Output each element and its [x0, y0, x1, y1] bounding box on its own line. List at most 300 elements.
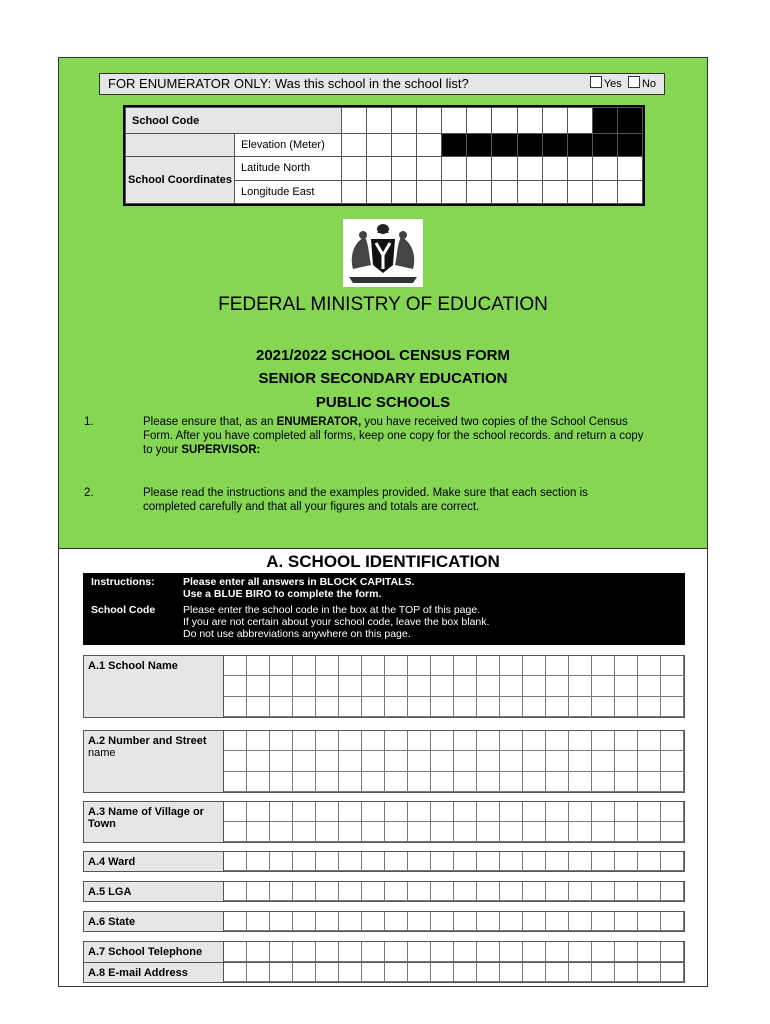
character-box[interactable]: [454, 912, 477, 931]
character-box[interactable]: [247, 802, 270, 822]
character-box[interactable]: [661, 963, 684, 982]
character-box[interactable]: [362, 852, 385, 871]
character-box[interactable]: [316, 912, 339, 931]
character-box[interactable]: [638, 676, 661, 696]
character-box[interactable]: [247, 942, 270, 962]
character-box[interactable]: [293, 772, 316, 792]
character-box[interactable]: [293, 656, 316, 676]
character-box[interactable]: [615, 697, 638, 717]
character-box[interactable]: [638, 772, 661, 792]
coord-cell[interactable]: [617, 157, 642, 180]
code-cell[interactable]: [567, 108, 592, 134]
character-box[interactable]: [316, 676, 339, 696]
character-box[interactable]: [247, 912, 270, 931]
character-box[interactable]: [615, 802, 638, 822]
character-box[interactable]: [523, 772, 546, 792]
character-box[interactable]: [477, 802, 500, 822]
character-box[interactable]: [500, 882, 523, 901]
character-box[interactable]: [270, 882, 293, 901]
character-box[interactable]: [569, 751, 592, 771]
coord-cell[interactable]: [592, 180, 617, 203]
character-box[interactable]: [224, 912, 247, 931]
character-box[interactable]: [270, 731, 293, 751]
character-box[interactable]: [638, 912, 661, 931]
character-box[interactable]: [270, 751, 293, 771]
character-box[interactable]: [569, 731, 592, 751]
character-box[interactable]: [270, 802, 293, 822]
character-box[interactable]: [385, 942, 408, 962]
character-box[interactable]: [431, 772, 454, 792]
character-box[interactable]: [247, 822, 270, 842]
character-box[interactable]: [224, 822, 247, 842]
character-box[interactable]: [385, 676, 408, 696]
character-box[interactable]: [500, 822, 523, 842]
character-box[interactable]: [638, 751, 661, 771]
coord-cell[interactable]: [517, 157, 542, 180]
character-box[interactable]: [569, 697, 592, 717]
character-box[interactable]: [408, 882, 431, 901]
character-box[interactable]: [454, 942, 477, 962]
character-box[interactable]: [362, 822, 385, 842]
character-box[interactable]: [661, 731, 684, 751]
character-box[interactable]: [339, 942, 362, 962]
character-box[interactable]: [408, 751, 431, 771]
character-box[interactable]: [431, 676, 454, 696]
character-box[interactable]: [270, 852, 293, 871]
character-box[interactable]: [546, 963, 569, 982]
character-box[interactable]: [408, 912, 431, 931]
character-box[interactable]: [408, 731, 431, 751]
character-box[interactable]: [270, 942, 293, 962]
code-cell[interactable]: [442, 108, 467, 134]
character-box[interactable]: [477, 882, 500, 901]
character-box[interactable]: [546, 852, 569, 871]
character-box[interactable]: [293, 751, 316, 771]
character-box[interactable]: [615, 772, 638, 792]
character-box[interactable]: [362, 963, 385, 982]
character-box[interactable]: [316, 751, 339, 771]
character-box[interactable]: [385, 882, 408, 901]
character-box[interactable]: [477, 963, 500, 982]
character-box[interactable]: [385, 656, 408, 676]
character-box[interactable]: [293, 852, 316, 871]
character-box[interactable]: [431, 802, 454, 822]
character-box[interactable]: [477, 942, 500, 962]
character-box[interactable]: [293, 912, 316, 931]
coord-cell[interactable]: [342, 157, 367, 180]
character-grid[interactable]: [224, 882, 684, 901]
character-box[interactable]: [569, 656, 592, 676]
character-box[interactable]: [477, 731, 500, 751]
character-box[interactable]: [408, 676, 431, 696]
character-box[interactable]: [477, 751, 500, 771]
character-box[interactable]: [615, 731, 638, 751]
character-box[interactable]: [316, 942, 339, 962]
character-box[interactable]: [638, 963, 661, 982]
character-box[interactable]: [615, 912, 638, 931]
character-box[interactable]: [523, 697, 546, 717]
code-cell[interactable]: [392, 108, 417, 134]
character-box[interactable]: [385, 822, 408, 842]
character-box[interactable]: [362, 731, 385, 751]
character-box[interactable]: [592, 772, 615, 792]
character-box[interactable]: [316, 731, 339, 751]
character-box[interactable]: [454, 751, 477, 771]
character-box[interactable]: [454, 852, 477, 871]
coord-cell[interactable]: [517, 180, 542, 203]
character-box[interactable]: [661, 822, 684, 842]
character-box[interactable]: [339, 912, 362, 931]
character-box[interactable]: [661, 676, 684, 696]
coord-cell[interactable]: [592, 157, 617, 180]
character-box[interactable]: [247, 697, 270, 717]
character-box[interactable]: [661, 912, 684, 931]
character-grid[interactable]: [224, 731, 684, 792]
character-box[interactable]: [316, 882, 339, 901]
character-box[interactable]: [523, 802, 546, 822]
coord-cell[interactable]: [617, 180, 642, 203]
character-box[interactable]: [661, 802, 684, 822]
character-box[interactable]: [362, 942, 385, 962]
character-box[interactable]: [500, 697, 523, 717]
character-box[interactable]: [569, 802, 592, 822]
character-box[interactable]: [408, 822, 431, 842]
character-box[interactable]: [454, 731, 477, 751]
character-box[interactable]: [546, 676, 569, 696]
coord-cell[interactable]: [417, 157, 442, 180]
character-box[interactable]: [569, 822, 592, 842]
character-box[interactable]: [316, 822, 339, 842]
character-box[interactable]: [385, 751, 408, 771]
character-box[interactable]: [293, 822, 316, 842]
character-box[interactable]: [385, 731, 408, 751]
character-box[interactable]: [523, 882, 546, 901]
character-box[interactable]: [546, 772, 569, 792]
character-box[interactable]: [638, 882, 661, 901]
character-box[interactable]: [362, 802, 385, 822]
character-grid[interactable]: [224, 942, 684, 962]
character-box[interactable]: [270, 772, 293, 792]
coord-cell[interactable]: [367, 157, 392, 180]
code-cell[interactable]: [367, 108, 392, 134]
character-box[interactable]: [454, 676, 477, 696]
coord-cell[interactable]: [567, 157, 592, 180]
character-box[interactable]: [270, 676, 293, 696]
character-box[interactable]: [362, 676, 385, 696]
coord-cell[interactable]: [367, 180, 392, 203]
character-box[interactable]: [270, 912, 293, 931]
character-grid[interactable]: [224, 912, 684, 931]
character-box[interactable]: [615, 676, 638, 696]
character-box[interactable]: [408, 963, 431, 982]
character-box[interactable]: [615, 822, 638, 842]
character-box[interactable]: [615, 942, 638, 962]
character-grid[interactable]: [224, 852, 684, 871]
character-box[interactable]: [615, 656, 638, 676]
character-box[interactable]: [523, 912, 546, 931]
character-box[interactable]: [247, 882, 270, 901]
coord-cell[interactable]: [417, 180, 442, 203]
character-box[interactable]: [454, 697, 477, 717]
character-box[interactable]: [454, 882, 477, 901]
character-box[interactable]: [523, 852, 546, 871]
character-box[interactable]: [661, 656, 684, 676]
character-box[interactable]: [500, 676, 523, 696]
character-box[interactable]: [247, 852, 270, 871]
character-box[interactable]: [638, 802, 661, 822]
character-box[interactable]: [270, 697, 293, 717]
character-box[interactable]: [592, 802, 615, 822]
coord-cell[interactable]: [467, 157, 492, 180]
character-box[interactable]: [408, 656, 431, 676]
character-box[interactable]: [385, 802, 408, 822]
character-box[interactable]: [661, 697, 684, 717]
character-box[interactable]: [408, 697, 431, 717]
character-box[interactable]: [661, 852, 684, 871]
character-box[interactable]: [500, 802, 523, 822]
coord-cell[interactable]: [442, 180, 467, 203]
character-box[interactable]: [592, 676, 615, 696]
character-box[interactable]: [362, 751, 385, 771]
character-box[interactable]: [500, 963, 523, 982]
character-box[interactable]: [339, 882, 362, 901]
character-box[interactable]: [431, 852, 454, 871]
character-box[interactable]: [546, 802, 569, 822]
no-checkbox[interactable]: [628, 76, 640, 88]
character-box[interactable]: [615, 882, 638, 901]
character-box[interactable]: [362, 882, 385, 901]
code-cell[interactable]: [467, 108, 492, 134]
character-box[interactable]: [638, 822, 661, 842]
character-box[interactable]: [339, 751, 362, 771]
character-box[interactable]: [500, 751, 523, 771]
character-box[interactable]: [247, 772, 270, 792]
character-box[interactable]: [477, 852, 500, 871]
code-cell[interactable]: [492, 108, 517, 134]
character-box[interactable]: [592, 822, 615, 842]
character-box[interactable]: [638, 697, 661, 717]
character-box[interactable]: [431, 942, 454, 962]
coord-cell[interactable]: [542, 180, 567, 203]
character-box[interactable]: [270, 656, 293, 676]
character-box[interactable]: [592, 882, 615, 901]
character-box[interactable]: [339, 963, 362, 982]
character-box[interactable]: [247, 731, 270, 751]
coord-cell[interactable]: [567, 180, 592, 203]
character-box[interactable]: [454, 802, 477, 822]
character-box[interactable]: [592, 963, 615, 982]
character-box[interactable]: [224, 852, 247, 871]
character-box[interactable]: [224, 772, 247, 792]
character-box[interactable]: [638, 942, 661, 962]
character-box[interactable]: [477, 656, 500, 676]
character-box[interactable]: [454, 772, 477, 792]
character-box[interactable]: [408, 772, 431, 792]
character-box[interactable]: [224, 882, 247, 901]
character-box[interactable]: [431, 822, 454, 842]
character-box[interactable]: [339, 802, 362, 822]
character-box[interactable]: [316, 802, 339, 822]
character-box[interactable]: [362, 697, 385, 717]
character-box[interactable]: [546, 697, 569, 717]
character-box[interactable]: [638, 656, 661, 676]
character-box[interactable]: [316, 656, 339, 676]
coord-cell[interactable]: [467, 180, 492, 203]
character-box[interactable]: [247, 656, 270, 676]
character-box[interactable]: [431, 697, 454, 717]
character-grid[interactable]: [224, 963, 684, 982]
character-box[interactable]: [316, 697, 339, 717]
character-box[interactable]: [500, 772, 523, 792]
character-box[interactable]: [224, 802, 247, 822]
character-box[interactable]: [316, 852, 339, 871]
character-box[interactable]: [408, 852, 431, 871]
character-box[interactable]: [500, 852, 523, 871]
character-box[interactable]: [431, 751, 454, 771]
character-grid[interactable]: [224, 802, 684, 842]
character-box[interactable]: [661, 942, 684, 962]
character-box[interactable]: [247, 676, 270, 696]
coord-cell[interactable]: [542, 157, 567, 180]
character-box[interactable]: [500, 731, 523, 751]
character-box[interactable]: [592, 731, 615, 751]
character-box[interactable]: [638, 852, 661, 871]
yes-checkbox[interactable]: [590, 76, 602, 88]
character-box[interactable]: [615, 963, 638, 982]
character-box[interactable]: [431, 912, 454, 931]
character-box[interactable]: [615, 852, 638, 871]
coord-cell[interactable]: [342, 134, 367, 157]
character-box[interactable]: [477, 772, 500, 792]
character-box[interactable]: [224, 963, 247, 982]
character-box[interactable]: [362, 912, 385, 931]
character-grid[interactable]: [224, 656, 684, 717]
code-cell[interactable]: [542, 108, 567, 134]
code-cell[interactable]: [417, 108, 442, 134]
character-box[interactable]: [592, 751, 615, 771]
coord-cell[interactable]: [492, 180, 517, 203]
character-box[interactable]: [592, 942, 615, 962]
character-box[interactable]: [500, 656, 523, 676]
character-box[interactable]: [224, 731, 247, 751]
character-box[interactable]: [523, 676, 546, 696]
character-box[interactable]: [569, 772, 592, 792]
coord-cell[interactable]: [392, 134, 417, 157]
character-box[interactable]: [270, 822, 293, 842]
character-box[interactable]: [569, 963, 592, 982]
character-box[interactable]: [661, 772, 684, 792]
character-box[interactable]: [385, 963, 408, 982]
character-box[interactable]: [339, 656, 362, 676]
character-box[interactable]: [224, 656, 247, 676]
character-box[interactable]: [546, 656, 569, 676]
character-box[interactable]: [270, 963, 293, 982]
coord-cell[interactable]: [342, 180, 367, 203]
character-box[interactable]: [431, 963, 454, 982]
character-box[interactable]: [339, 822, 362, 842]
character-box[interactable]: [615, 751, 638, 771]
character-box[interactable]: [569, 676, 592, 696]
character-box[interactable]: [477, 697, 500, 717]
character-box[interactable]: [339, 697, 362, 717]
coord-cell[interactable]: [417, 134, 442, 157]
character-box[interactable]: [500, 942, 523, 962]
character-box[interactable]: [224, 697, 247, 717]
character-box[interactable]: [293, 802, 316, 822]
character-box[interactable]: [224, 942, 247, 962]
character-box[interactable]: [408, 942, 431, 962]
character-box[interactable]: [638, 731, 661, 751]
character-box[interactable]: [362, 656, 385, 676]
character-box[interactable]: [431, 731, 454, 751]
character-box[interactable]: [569, 942, 592, 962]
character-box[interactable]: [385, 697, 408, 717]
character-box[interactable]: [523, 942, 546, 962]
character-box[interactable]: [477, 912, 500, 931]
character-box[interactable]: [569, 882, 592, 901]
character-box[interactable]: [523, 731, 546, 751]
character-box[interactable]: [546, 731, 569, 751]
character-box[interactable]: [224, 676, 247, 696]
character-box[interactable]: [523, 751, 546, 771]
character-box[interactable]: [293, 697, 316, 717]
code-cell[interactable]: [342, 108, 367, 134]
character-box[interactable]: [431, 656, 454, 676]
coord-cell[interactable]: [392, 180, 417, 203]
character-box[interactable]: [293, 731, 316, 751]
character-box[interactable]: [569, 912, 592, 931]
character-box[interactable]: [339, 676, 362, 696]
character-box[interactable]: [523, 656, 546, 676]
character-box[interactable]: [362, 772, 385, 792]
character-box[interactable]: [408, 802, 431, 822]
character-box[interactable]: [293, 963, 316, 982]
character-box[interactable]: [454, 963, 477, 982]
character-box[interactable]: [247, 963, 270, 982]
character-box[interactable]: [293, 676, 316, 696]
character-box[interactable]: [293, 882, 316, 901]
character-box[interactable]: [247, 751, 270, 771]
character-box[interactable]: [661, 751, 684, 771]
character-box[interactable]: [500, 912, 523, 931]
character-box[interactable]: [546, 942, 569, 962]
character-box[interactable]: [546, 912, 569, 931]
character-box[interactable]: [224, 751, 247, 771]
coord-cell[interactable]: [367, 134, 392, 157]
character-box[interactable]: [661, 882, 684, 901]
character-box[interactable]: [385, 912, 408, 931]
character-box[interactable]: [592, 697, 615, 717]
character-box[interactable]: [339, 772, 362, 792]
character-box[interactable]: [523, 822, 546, 842]
character-box[interactable]: [523, 963, 546, 982]
character-box[interactable]: [385, 852, 408, 871]
character-box[interactable]: [569, 852, 592, 871]
character-box[interactable]: [454, 822, 477, 842]
character-box[interactable]: [592, 912, 615, 931]
character-box[interactable]: [339, 731, 362, 751]
character-box[interactable]: [385, 772, 408, 792]
coord-cell[interactable]: [492, 157, 517, 180]
character-box[interactable]: [454, 656, 477, 676]
character-box[interactable]: [316, 963, 339, 982]
character-box[interactable]: [546, 751, 569, 771]
coord-cell[interactable]: [392, 157, 417, 180]
character-box[interactable]: [592, 852, 615, 871]
character-box[interactable]: [592, 656, 615, 676]
character-box[interactable]: [339, 852, 362, 871]
character-box[interactable]: [546, 882, 569, 901]
